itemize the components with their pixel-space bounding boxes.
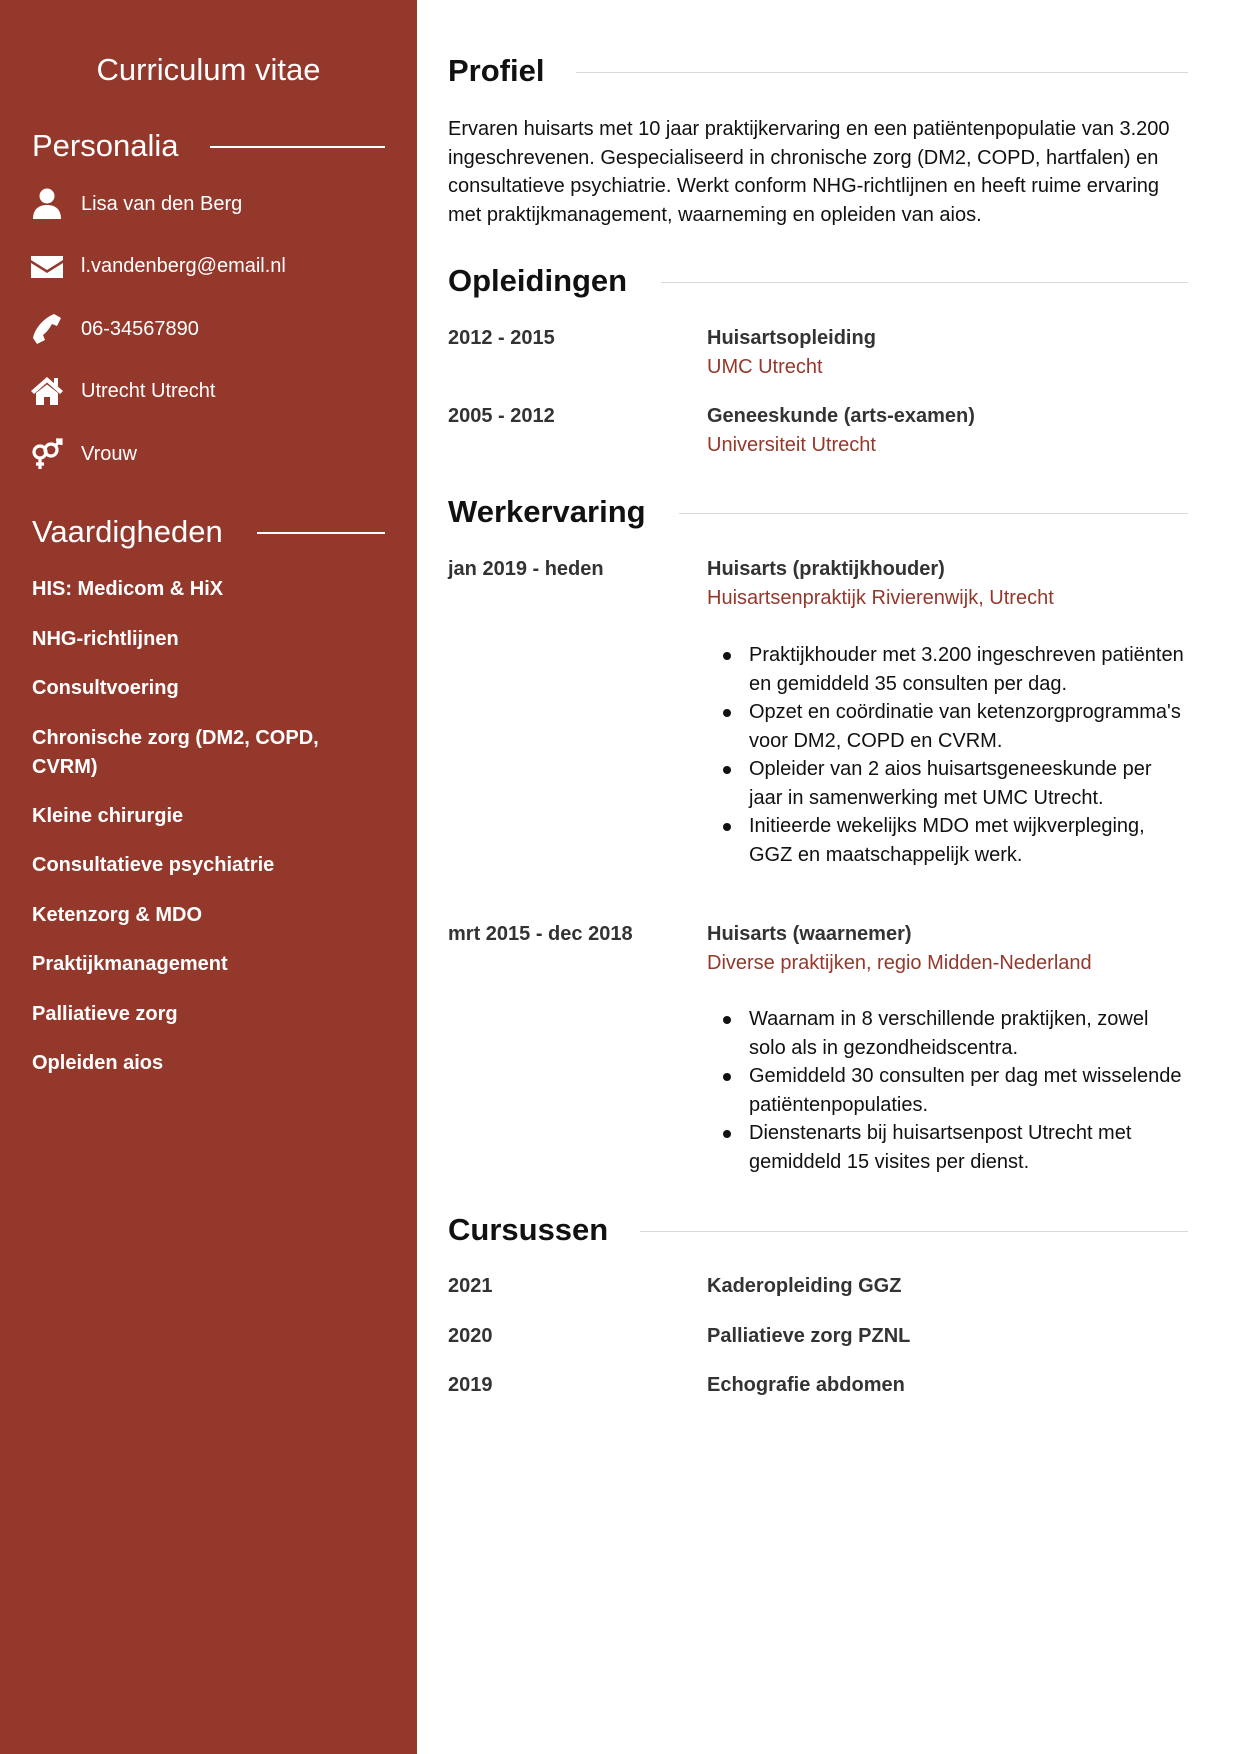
skill-item: Consultvoering xyxy=(32,677,179,699)
contact-gender-label: Vrouw xyxy=(81,442,137,465)
contact-name-label: Lisa van den Berg xyxy=(81,192,243,215)
experience-date: mrt 2015 - dec 2018 xyxy=(448,923,633,945)
bullet-text: Waarnam in 8 verschillende praktijken, zowel solo als in gezondheidscentra. xyxy=(749,1008,1149,1059)
experience-bullets xyxy=(707,1005,1187,1176)
education-heading: Opleidingen xyxy=(448,263,628,298)
contact-email xyxy=(30,246,286,286)
course-title: Echografie abdomen xyxy=(707,1374,905,1396)
personalia-divider xyxy=(210,146,385,148)
home-icon xyxy=(30,374,64,408)
bullet-item xyxy=(707,1005,1187,1062)
skills-divider xyxy=(257,532,385,534)
experience-date: jan 2019 - heden xyxy=(448,558,604,580)
skill-item: Opleiden aios xyxy=(32,1052,164,1074)
bullet-dot xyxy=(723,1016,731,1024)
bullet-item xyxy=(707,1119,1187,1176)
skill-item: Consultatieve psychiatrie xyxy=(32,854,275,876)
bullet-item xyxy=(707,698,1187,755)
bullet-text: Initieerde wekelijks MDO met wijkverpleging, GGZ en maatschappelijk werk. xyxy=(749,815,1145,866)
bullet-text: Gemiddeld 30 consulten per dag met wisselende patiëntenpopulaties. xyxy=(749,1065,1182,1116)
experience-title: Huisarts (waarnemer) xyxy=(707,923,912,945)
bullet-text: Dienstenarts bij huisartsenpost Utrecht met gemiddeld 15 visites per dienst. xyxy=(749,1122,1132,1173)
profile-divider xyxy=(576,72,1188,73)
user-icon xyxy=(30,187,64,221)
experience-employer: Diverse praktijken, regio Midden-Nederland xyxy=(707,952,1092,974)
skill-item: Palliatieve zorg xyxy=(32,1003,178,1025)
experience-employer: Huisartsenpraktijk Rivierenwijk, Utrecht xyxy=(707,587,1054,609)
education-date: 2012 - 2015 xyxy=(448,327,555,349)
bullet-text: Praktijkhouder met 3.200 ingeschreven patiënten en gemiddeld 35 consulten per dag. xyxy=(749,644,1184,695)
skill-item: Ketenzorg & MDO xyxy=(32,904,202,926)
contact-email-label[interactable]: l.vandenberg@email.nl xyxy=(81,254,286,277)
bullet-dot xyxy=(723,652,731,660)
course-date: 2020 xyxy=(448,1325,493,1347)
bullet-item xyxy=(707,755,1187,812)
contact-gender xyxy=(30,434,137,474)
profile-heading: Profiel xyxy=(448,53,545,88)
profile-text: Ervaren huisarts met 10 jaar praktijkervaring en een patiëntenpopulatie van 3.200 ingeschrevenen. Gespecialiseerd in chronische zorg (DM2, COPD, hartfalen) en consultatieve psychiatrie. Werkt conform NHG-richtlijnen en heeft ruime ervaring met praktijkmanagement, waarneming en opleiden van aios. xyxy=(448,118,1170,226)
experience-divider xyxy=(679,513,1188,514)
sidebar xyxy=(0,0,417,1754)
education-institution: Universiteit Utrecht xyxy=(707,434,876,456)
contact-phone xyxy=(30,309,199,349)
bullet-item xyxy=(707,641,1187,698)
skill-item: Kleine chirurgie xyxy=(32,805,184,827)
personalia-heading: Personalia xyxy=(32,128,179,163)
bullet-dot xyxy=(723,709,731,717)
phone-icon xyxy=(30,312,64,346)
courses-divider xyxy=(640,1231,1188,1232)
bullet-text: Opzet en coördinatie van ketenzorgprogramma's voor DM2, COPD en CVRM. xyxy=(749,701,1181,752)
skills-heading: Vaardigheden xyxy=(32,514,223,549)
contact-phone-label[interactable]: 06-34567890 xyxy=(81,317,199,340)
bullet-text: Opleider van 2 aios huisartsgeneeskunde per jaar in samenwerking met UMC Utrecht. xyxy=(749,758,1152,809)
bullet-item xyxy=(707,812,1187,869)
skill-item: Chronische zorg (DM2, COPD, CVRM) xyxy=(32,727,319,778)
skill-item: Praktijkmanagement xyxy=(32,953,228,975)
contact-address-label: Utrecht Utrecht xyxy=(81,379,216,402)
courses-heading: Cursussen xyxy=(448,1212,609,1247)
education-divider xyxy=(661,282,1188,283)
gender-icon xyxy=(30,437,64,471)
education-date: 2005 - 2012 xyxy=(448,405,555,427)
course-date: 2019 xyxy=(448,1374,493,1396)
bullet-dot xyxy=(723,766,731,774)
bullet-dot xyxy=(723,1073,731,1081)
skill-item: NHG-richtlijnen xyxy=(32,628,179,650)
skill-item: HIS: Medicom & HiX xyxy=(32,578,224,600)
education-title: Huisartsopleiding xyxy=(707,327,876,349)
course-title: Kaderopleiding GGZ xyxy=(707,1275,902,1297)
experience-title: Huisarts (praktijkhouder) xyxy=(707,558,945,580)
envelope-icon xyxy=(30,249,64,283)
bullet-dot xyxy=(723,1130,731,1138)
contact-name xyxy=(30,184,242,224)
course-title: Palliatieve zorg PZNL xyxy=(707,1325,911,1347)
bullet-dot xyxy=(723,823,731,831)
experience-heading: Werkervaring xyxy=(448,494,646,529)
bullet-item xyxy=(707,1062,1187,1119)
education-title: Geneeskunde (arts-examen) xyxy=(707,405,975,427)
cv-title: Curriculum vitae xyxy=(96,52,321,87)
contact-address xyxy=(30,371,215,411)
course-date: 2021 xyxy=(448,1275,493,1297)
experience-bullets xyxy=(707,641,1187,869)
education-institution: UMC Utrecht xyxy=(707,356,823,378)
